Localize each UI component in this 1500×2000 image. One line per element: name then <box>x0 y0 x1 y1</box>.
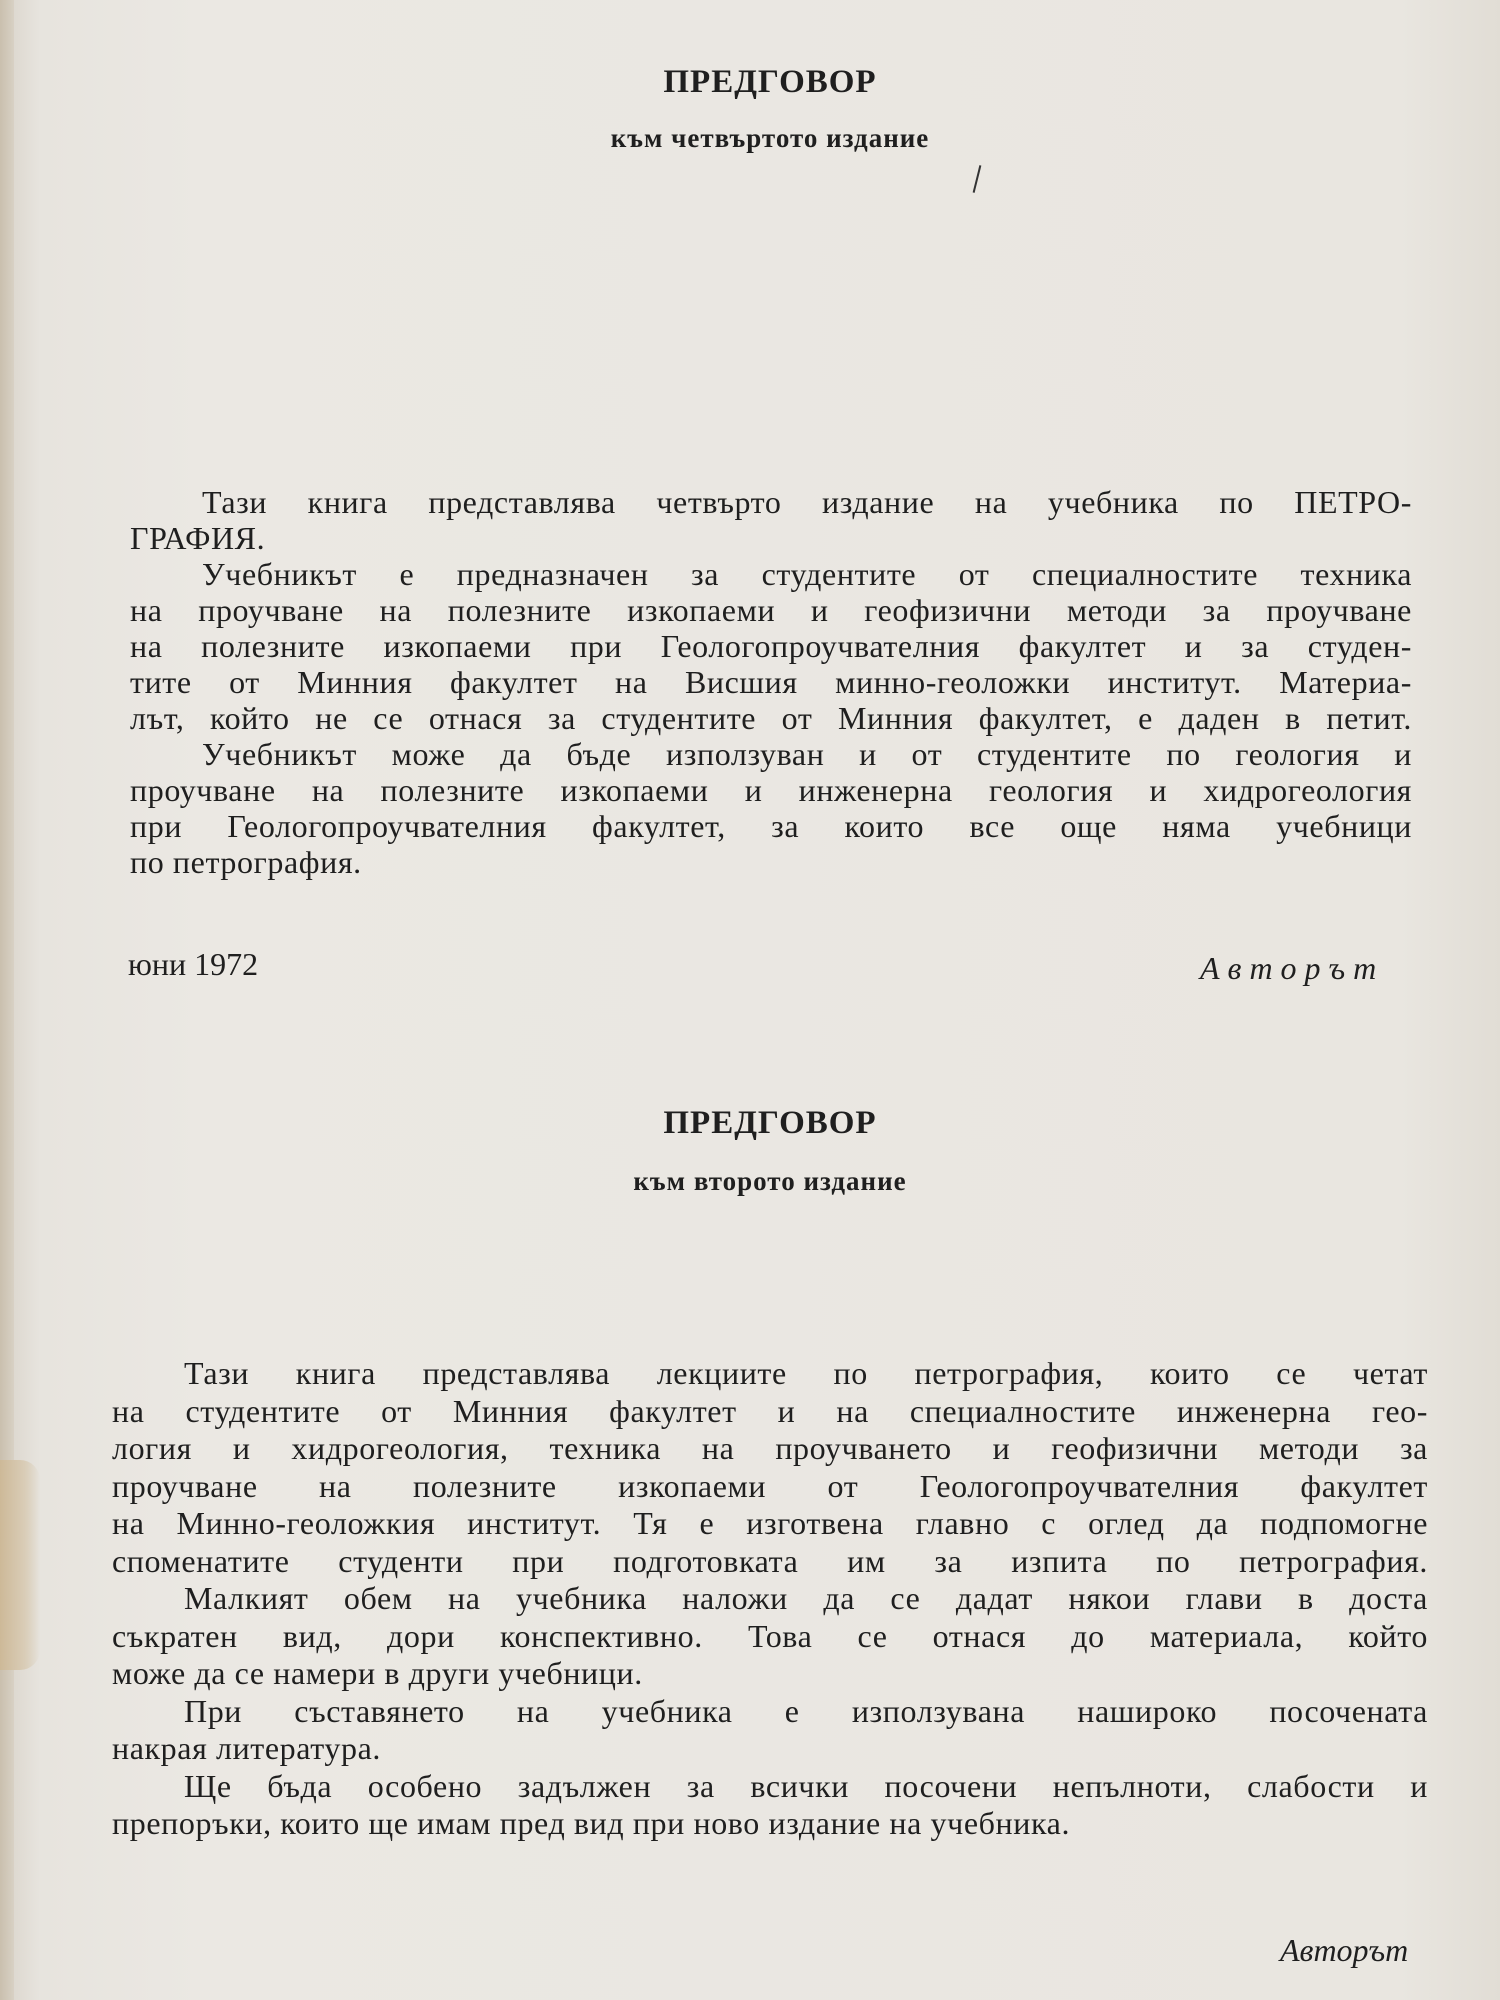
body-line: може да се намери в други учебници. <box>112 1655 643 1691</box>
body-line: логия и хидрогеология, техника на проучването и геофизични методи за <box>112 1430 1428 1466</box>
body-line: на студентите от Минния факултет и на специалностите инженерна гео- <box>112 1392 1428 1429</box>
body-line: При съставянето на учебника е използувана нашироко посочената <box>184 1692 1428 1729</box>
preface-second-title: ПРЕДГОВОР <box>663 1105 877 1141</box>
body-line: съкратен вид, дори конспективно. Това се отнася до материала, който <box>112 1617 1428 1654</box>
body-line: проучване на полезните изкопаеми от Геологопроучвателния факултет <box>112 1467 1428 1504</box>
body-line: по петрография. <box>130 844 362 880</box>
body-line: на полезните изкопаеми при Геологопроучвателния факултет и за студен- <box>130 628 1412 664</box>
page-edge-stain <box>0 1460 40 1670</box>
body-line: ГРАФИЯ. <box>130 520 266 556</box>
body-line: Тази книга представлява четвърто издание на учебника по ПЕТРО- <box>202 484 1412 520</box>
preface-fourth-title: ПРЕДГОВОР <box>663 64 877 100</box>
body-line: лът, който не се отнася за студентите от Минния факултет, е даден в петит. <box>130 700 1412 736</box>
body-line: накрая литература. <box>112 1730 382 1766</box>
body-line: Учебникът може да бъде използуван и от студентите по геология и <box>202 736 1412 772</box>
preface-fourth-body <box>130 484 1412 880</box>
preface-fourth-author: Авторът <box>1200 950 1385 986</box>
body-line: препоръки, които ще имам пред вид при ново издание на учебника. <box>112 1805 1071 1841</box>
body-line: Учебникът е предназначен за студентите от специалностите техника <box>202 556 1412 592</box>
preface-second-body <box>112 1355 1428 1843</box>
body-line: проучване на полезните изкопаеми и инженерна геология и хидрогеология <box>130 772 1412 808</box>
preface-fourth-date: юни 1972 <box>128 946 259 982</box>
body-line: споменатите студенти при подготовката им за изпита по петрография. <box>112 1542 1428 1579</box>
preface-second-author: Авторът <box>1280 1932 1409 1968</box>
body-line: Ще бъда особено задължен за всички посочени непълноти, слабости и <box>184 1767 1428 1804</box>
pencil-mark <box>973 165 982 193</box>
body-line: на проучване на полезните изкопаеми и геофизични методи за проучване <box>130 592 1412 628</box>
body-line: Тази книга представлява лекциите по петрография, които се четат <box>184 1355 1428 1391</box>
preface-second-subtitle: към второто издание <box>633 1166 907 1196</box>
body-line: на Минно-геоложкия институт. Тя е изготвена главно с оглед да подпомогне <box>112 1505 1428 1541</box>
body-line: при Геологопроучвателния факултет, за които все още няма учебници <box>130 808 1412 844</box>
body-line: тите от Минния факултет на Висшия минно-геоложки институт. Материа- <box>130 664 1412 700</box>
body-line: Малкият обем на учебника наложи да се дадат някои глави в доста <box>184 1580 1428 1616</box>
preface-fourth-subtitle: към четвъртото издание <box>610 123 930 153</box>
page-binding-edge <box>0 0 14 2000</box>
